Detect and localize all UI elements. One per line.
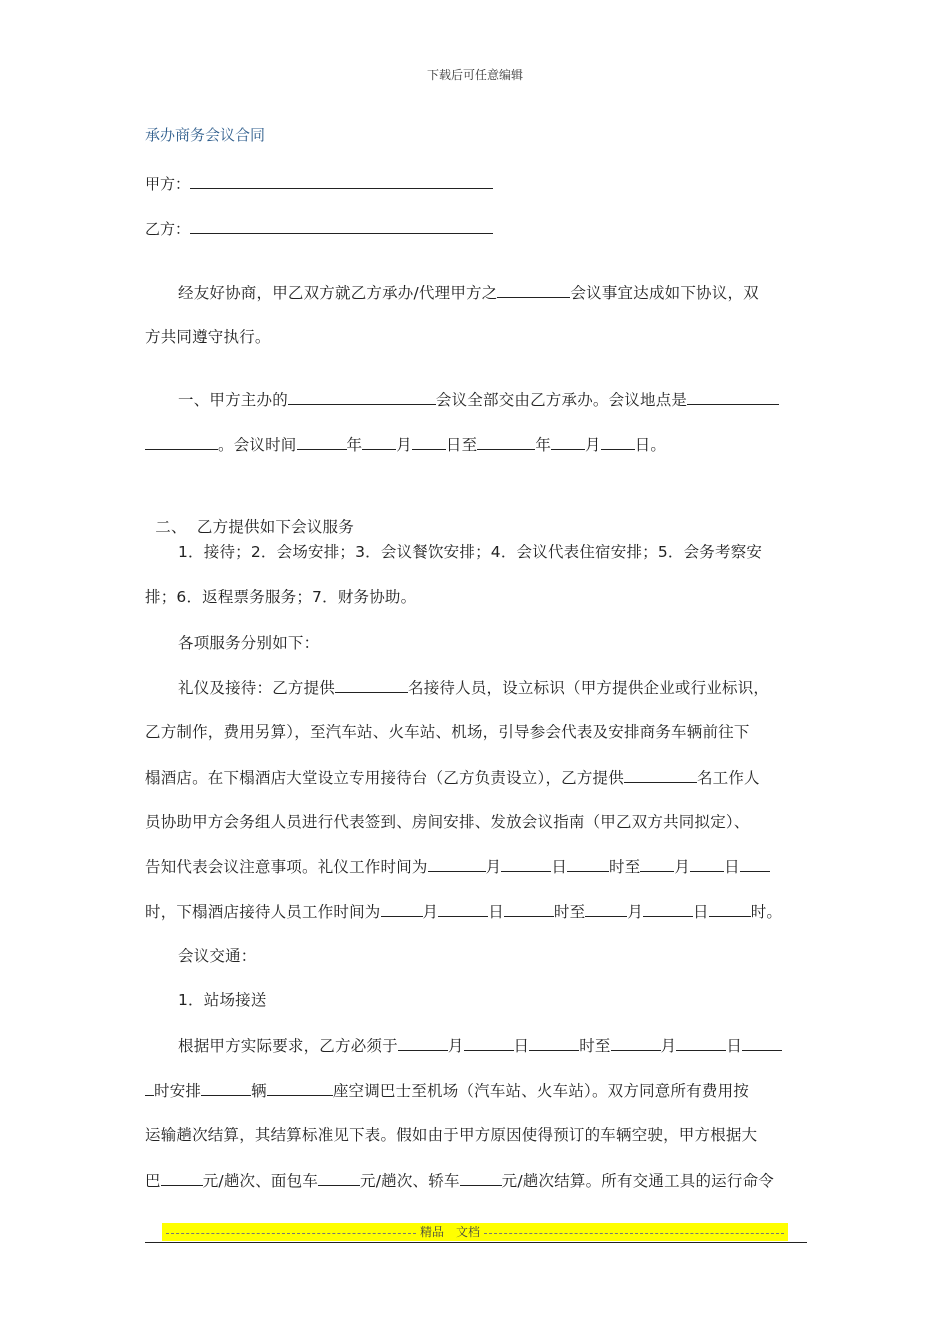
blank <box>504 901 554 917</box>
paragraph-line <box>145 990 807 1010</box>
text-run: 日 <box>513 1037 530 1055</box>
blank <box>201 1080 251 1096</box>
blank <box>740 856 770 872</box>
blank <box>611 1035 661 1051</box>
text-run: 日 <box>724 858 740 876</box>
footer-highlight <box>162 1223 788 1241</box>
paragraph-line <box>145 587 807 607</box>
text-run: 会议交通： <box>178 947 257 965</box>
text-run: 时，下榻酒店接待人员工作时间为 <box>145 903 381 921</box>
paragraph-line <box>145 389 807 410</box>
blank <box>643 901 693 917</box>
text-run: 方共同遵守执行。 <box>145 328 271 346</box>
text-run: 礼仪及接待：乙方提供 <box>178 679 336 697</box>
blank <box>297 434 347 450</box>
text-run: 1．接待；2．会场安排；3．会议餐饮安排；4．会议代表住宿安排；5．会务考察安 <box>178 543 763 561</box>
footer-label: 精品 文档 <box>419 1225 480 1239</box>
text-run: 乙方制作，费用另算），至汽车站、火车站、机场，引导参会代表及安排商务车辆前往下 <box>145 723 750 741</box>
blank <box>477 434 535 450</box>
paragraph-line <box>145 327 807 347</box>
blank <box>529 1035 579 1051</box>
text-run: 时至 <box>579 1037 611 1055</box>
text-run: 月 <box>396 436 412 454</box>
blank <box>640 856 674 872</box>
text-run: 名工作人 <box>696 769 760 787</box>
text-run: 1．站场接送 <box>178 991 267 1009</box>
paragraph-line <box>145 767 807 788</box>
text-run: 元/趟次、轿车 <box>360 1172 460 1190</box>
blank <box>161 1170 203 1186</box>
text-run: 月 <box>627 903 644 921</box>
text-run: 日 <box>488 903 504 921</box>
party-a-label: 甲方： <box>145 175 191 193</box>
text-run: 月 <box>674 858 691 876</box>
footer-rule <box>145 1242 807 1243</box>
text-run: 月 <box>422 903 439 921</box>
blank <box>438 901 488 917</box>
text-run: 员协助甲方会务组人员进行代表签到、房间安排、发放会议指南（甲乙双方共同拟定）、 <box>145 813 750 831</box>
text-run: 日。 <box>634 436 667 454</box>
text-run: 一、甲方主办的 <box>178 391 288 409</box>
paragraph-line <box>145 1080 807 1101</box>
paragraph-line <box>145 282 807 303</box>
text-run: 元/趟次、面包车 <box>202 1172 319 1190</box>
text-run: 日 <box>551 858 568 876</box>
blank <box>288 389 436 405</box>
blank <box>428 856 486 872</box>
paragraph-line <box>145 434 807 455</box>
blank <box>318 1170 360 1186</box>
section-heading <box>145 497 807 537</box>
text-run: 月 <box>485 858 502 876</box>
text-run: 二、 乙方提供如下会议服务 <box>155 518 354 536</box>
text-run: 会议全部交由乙方承办。会议地点是 <box>435 391 688 409</box>
text-run: 年 <box>346 436 363 454</box>
text-run: 日至 <box>445 436 478 454</box>
text-run: 元/趟次结算。所有交通工具的运行命令 <box>501 1172 774 1190</box>
paragraph-line <box>145 901 807 922</box>
blank <box>412 434 446 450</box>
text-run: 时至 <box>609 858 641 876</box>
paragraph-line <box>145 946 807 966</box>
paragraph-line <box>145 812 807 832</box>
paragraph-line <box>145 633 807 653</box>
paragraph-line <box>145 856 807 877</box>
blank <box>267 1080 333 1096</box>
text-run: 月 <box>660 1037 677 1055</box>
text-run: 根据甲方实际要求，乙方必须于 <box>178 1037 398 1055</box>
paragraph-line <box>145 722 807 742</box>
dash-right <box>484 1232 784 1234</box>
blank <box>567 856 609 872</box>
blank <box>398 1035 448 1051</box>
text-run: 时至 <box>553 903 586 921</box>
blank <box>690 856 724 872</box>
text-run: 月 <box>447 1037 464 1055</box>
blank <box>709 901 751 917</box>
blank <box>687 389 779 405</box>
blank <box>381 901 423 917</box>
text-run: 各项服务分别如下： <box>178 634 320 652</box>
party-a-blank <box>190 174 493 189</box>
blank <box>742 1035 782 1051</box>
blank <box>362 434 396 450</box>
header-note: 下载后可任意编辑 <box>426 68 523 82</box>
party-a-row <box>145 174 493 194</box>
blank <box>551 434 585 450</box>
blank <box>624 767 697 783</box>
party-b-blank <box>190 219 493 234</box>
text-run: 时。 <box>750 903 783 921</box>
blank <box>501 856 551 872</box>
paragraph-line <box>145 1170 807 1191</box>
text-run: 运输趟次结算，其结算标准见下表。假如由于甲方原因使得预订的车辆空驶，甲方根据大 <box>145 1126 758 1144</box>
blank <box>676 1035 726 1051</box>
blank <box>145 1080 154 1096</box>
text-run: 座空调巴士至机场（汽车站、火车站）。双方同意所有费用按 <box>332 1082 749 1100</box>
text-run: 告知代表会议注意事项。礼仪工作时间为 <box>145 858 428 876</box>
paragraph-line <box>145 1125 807 1145</box>
party-b-label: 乙方： <box>145 220 191 238</box>
text-run: 辆 <box>251 1082 267 1100</box>
text-run: 月 <box>585 436 601 454</box>
blank <box>601 434 635 450</box>
blank <box>460 1170 502 1186</box>
party-b-row <box>145 219 493 239</box>
text-run: 经友好协商，甲乙双方就乙方承办/代理甲方之 <box>178 284 498 302</box>
text-run: 榻酒店。在下榻酒店大堂设立专用接待台（乙方负责设立），乙方提供 <box>145 769 624 787</box>
text-run: 巴 <box>145 1172 161 1190</box>
text-run: 名接待人员，设立标识（甲方提供企业或行业标识， <box>408 679 770 697</box>
text-run: 排；6．返程票务服务；7．财务协助。 <box>145 588 417 606</box>
blank <box>464 1035 514 1051</box>
blank <box>335 677 408 693</box>
paragraph-line <box>145 1035 807 1056</box>
text-run: 时安排 <box>154 1082 202 1100</box>
dash-left <box>166 1232 416 1234</box>
blank <box>585 901 627 917</box>
text-run: 日 <box>693 903 709 921</box>
paragraph-line <box>145 542 807 562</box>
text-run: 年 <box>535 436 552 454</box>
text-run: 。会议时间 <box>218 436 297 454</box>
blank <box>145 434 218 450</box>
paragraph-line <box>145 677 807 698</box>
text-run: 日 <box>726 1037 743 1055</box>
text-run: 会议事宜达成如下协议，双 <box>570 284 759 302</box>
blank <box>497 282 570 298</box>
document-title: 承办商务会议合同 <box>145 126 266 144</box>
